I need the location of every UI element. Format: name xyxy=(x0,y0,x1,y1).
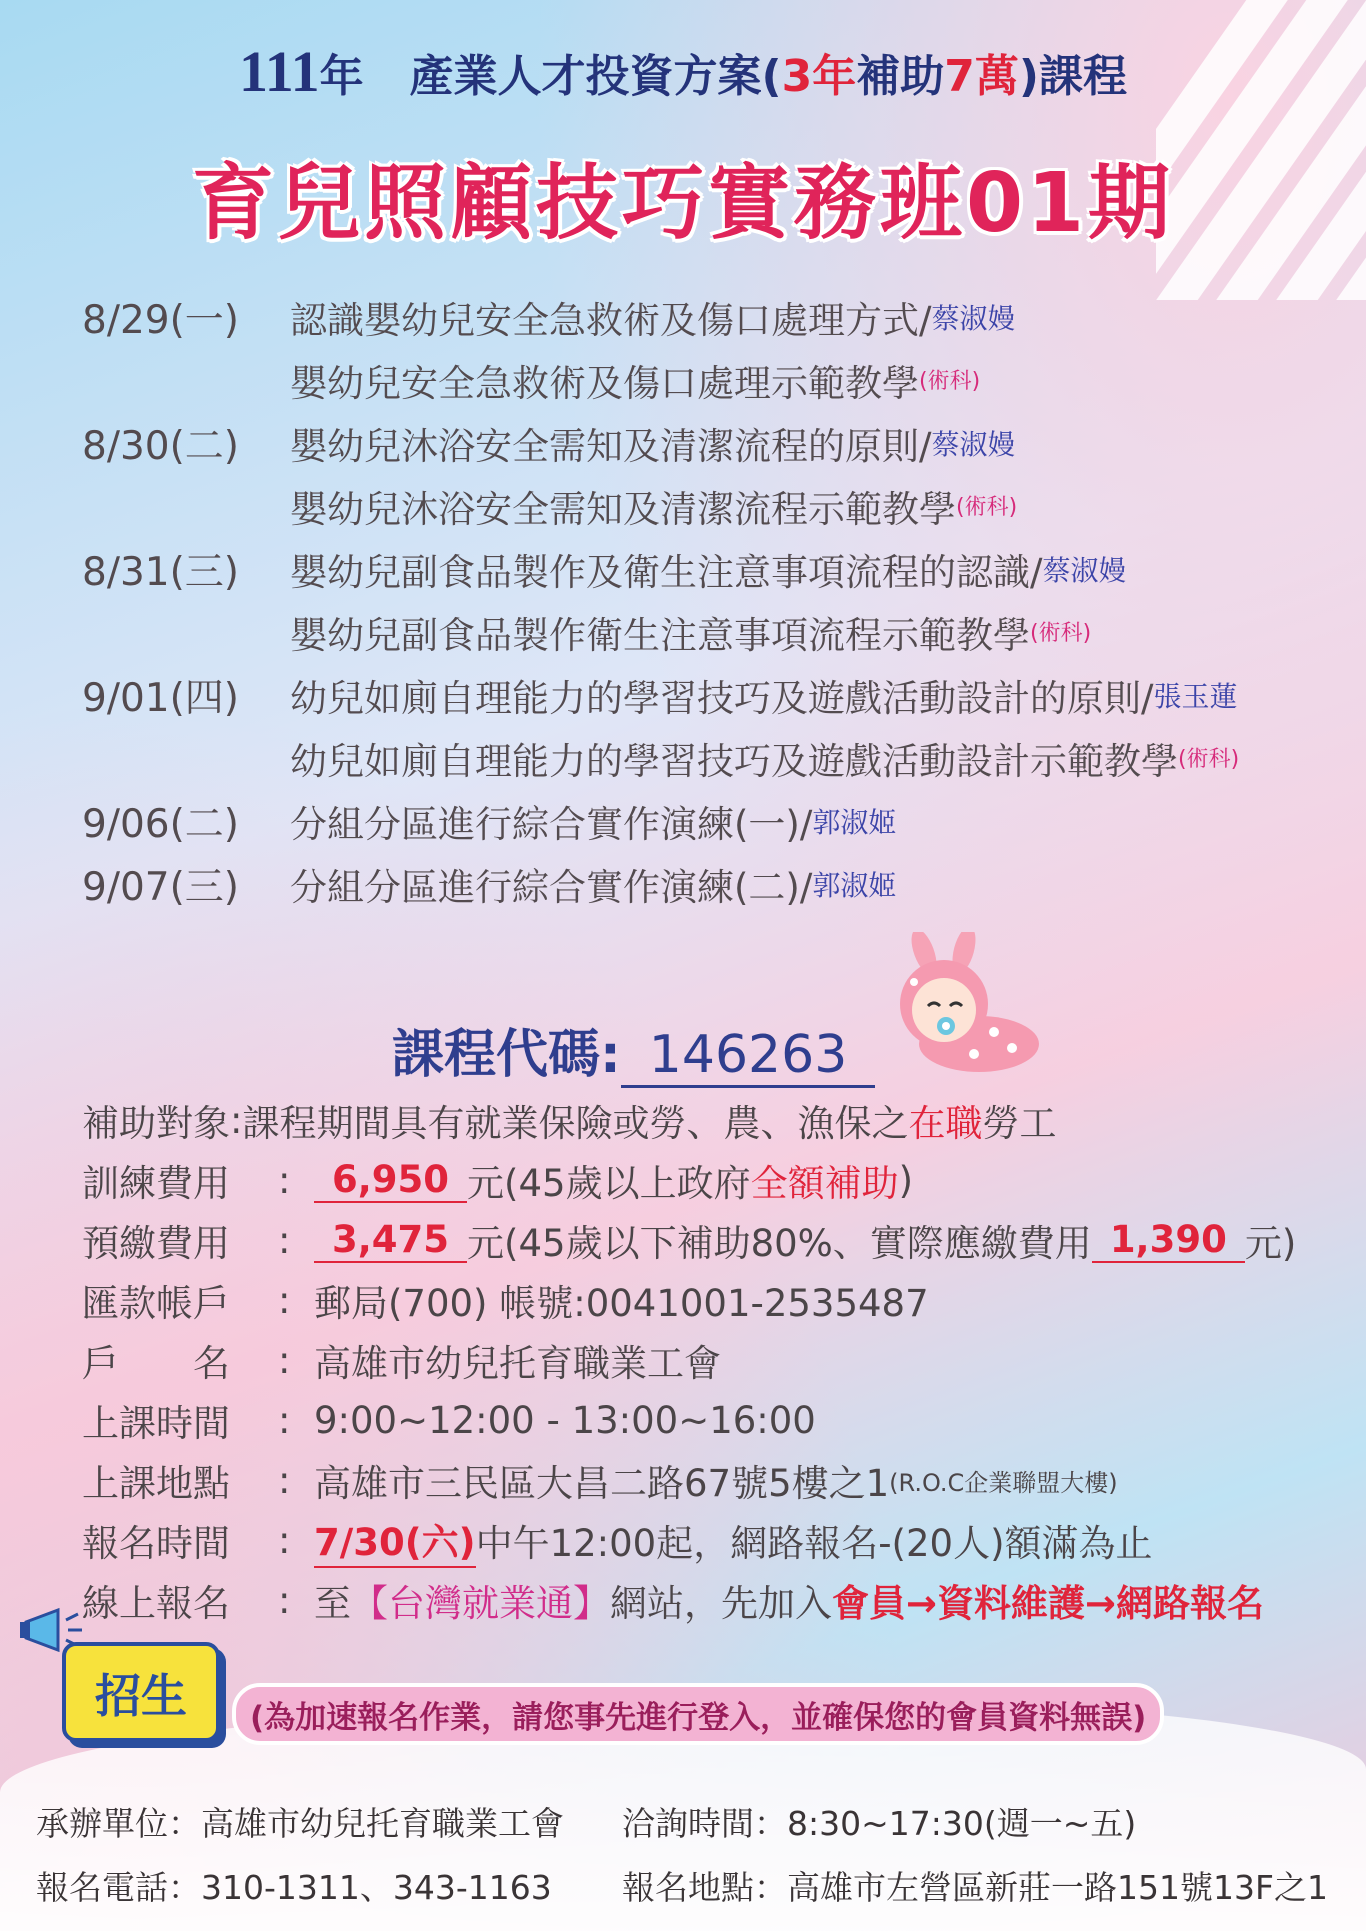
schedule-row xyxy=(82,348,1332,411)
schedule-topic: 分組分區進行綜合實作演練(二)/ xyxy=(290,865,813,909)
inquiry-hours: 洽詢時間：8:30~17:30(週一~五) xyxy=(622,1804,1137,1843)
class-time-row: 上課時間 : 9:00~12:00 - 13:00~16:00 xyxy=(82,1398,816,1445)
fee-row: 訓練費用 : 6,950 元(45歲以上政府 全額補助 ) xyxy=(82,1157,914,1205)
schedule-row xyxy=(82,411,1332,474)
registration-time-row: 報名時間 : 7/30(六) 中午12:00起，網路報名-(20人)額滿為止 xyxy=(82,1510,1342,1570)
actual-fee-value: 1,390 xyxy=(1092,1218,1245,1263)
schedule-topic: 幼兒如廁自理能力的學習技巧及遊戲活動設計的原則/ xyxy=(290,676,1154,720)
job-site-link[interactable]: 【台灣就業通】 xyxy=(351,1582,610,1625)
schedule-date: 9/01(四) xyxy=(82,675,240,721)
schedule-topic: 認識嬰幼兒安全急救術及傷口處理方式/ xyxy=(290,298,932,342)
baby-bunny-mascot xyxy=(884,932,1044,1086)
schedule-list xyxy=(82,285,1332,915)
prepay-row: 預繳費用 : 3,475 元(45歲以下補助80%、實際應繳費用 1,390 元) xyxy=(82,1217,1297,1265)
program-header: 111年 產業人才投資方案(3年補助7萬)課程 xyxy=(238,39,1128,104)
schedule-teacher: 郭淑姬 xyxy=(812,805,897,839)
schedule-topic: 嬰幼兒副食品製作衛生注意事項流程示範教學 xyxy=(290,613,1030,657)
course-code xyxy=(392,1012,875,1088)
online-registration-row: 線上報名 : 至 【台灣就業通】 網站，先加入 會員→資料維護→網路報名 xyxy=(82,1570,1342,1630)
schedule-topic: 嬰幼兒沐浴安全需知及清潔流程示範教學 xyxy=(290,487,956,531)
course-code-label: 課程代碼: xyxy=(392,1025,621,1085)
course-code-value: 146263 xyxy=(621,1025,876,1088)
schedule-teacher: 蔡淑嫚 xyxy=(1042,553,1127,587)
schedule-row xyxy=(82,789,1332,852)
schedule-teacher: 張玉蓮 xyxy=(1153,679,1238,713)
year-suffix: 年 xyxy=(319,51,364,102)
schedule-date: 8/30(二) xyxy=(82,423,240,469)
registration-phone: 報名電話：310-1311、343-1163 xyxy=(36,1868,552,1907)
schedule-row xyxy=(82,285,1332,348)
account-row: 匯款帳戶 : 郵局(700) 帳號:0041001-2535487 xyxy=(82,1278,929,1325)
schedule-topic: 嬰幼兒沐浴安全需知及清潔流程的原則/ xyxy=(290,424,932,468)
class-place-row: 上課地點 : 高雄市三民區大昌二路67號5樓之1 (R.O.C企業聯盟大樓) xyxy=(82,1458,1118,1505)
schedule-topic: 分組分區進行綜合實作演練(一)/ xyxy=(290,802,813,846)
schedule-date: 9/07(三) xyxy=(82,864,240,910)
registration-address: 報名地點：高雄市左營區新莊一路151號13F之1 xyxy=(622,1868,1328,1907)
schedule-row xyxy=(82,726,1332,789)
schedule-date: 8/31(三) xyxy=(82,549,240,595)
recruit-badge: 招生 xyxy=(62,1642,220,1742)
program-name: 產業人才投資方案( xyxy=(409,51,782,102)
course-title: 育兒照顧技巧實務班01期 xyxy=(191,156,1175,251)
schedule-topic: 嬰幼兒副食品製作及衛生注意事項流程的認識/ xyxy=(290,550,1043,594)
info-block xyxy=(82,1090,1342,1630)
schedule-teacher: 蔡淑嫚 xyxy=(931,427,1016,461)
schedule-practical-tag: (術科) xyxy=(919,369,981,394)
schedule-row xyxy=(82,663,1332,726)
account-name-row: 戶 名 : 高雄市幼兒托育職業工會 xyxy=(82,1338,721,1385)
schedule-topic: 幼兒如廁自理能力的學習技巧及遊戲活動設計示範教學 xyxy=(290,739,1178,783)
login-notice: (為加速報名作業，請您事先進行登入，並確保您的會員資料無誤) xyxy=(232,1683,1164,1745)
schedule-teacher: 郭淑姬 xyxy=(812,868,897,902)
organizer: 承辦單位：高雄市幼兒托育職業工會 xyxy=(36,1804,564,1843)
target-row: 補助對象 : 課程期間具有就業保險或勞、農、漁保之 在職 勞工 xyxy=(82,1098,1057,1145)
year: 111 xyxy=(238,39,320,104)
schedule-topic: 嬰幼兒安全急救術及傷口處理示範教學 xyxy=(290,361,919,405)
fee-value: 6,950 xyxy=(314,1158,467,1203)
schedule-practical-tag: (術科) xyxy=(956,495,1018,520)
prepay-value: 3,475 xyxy=(314,1218,467,1263)
schedule-teacher: 蔡淑嫚 xyxy=(931,301,1016,335)
schedule-row xyxy=(82,600,1332,663)
schedule-row xyxy=(82,474,1332,537)
schedule-row xyxy=(82,852,1332,915)
schedule-date: 8/29(一) xyxy=(82,297,240,343)
schedule-practical-tag: (術科) xyxy=(1178,747,1240,772)
schedule-date: 9/06(二) xyxy=(82,801,240,847)
schedule-practical-tag: (術科) xyxy=(1030,621,1092,646)
schedule-row xyxy=(82,537,1332,600)
